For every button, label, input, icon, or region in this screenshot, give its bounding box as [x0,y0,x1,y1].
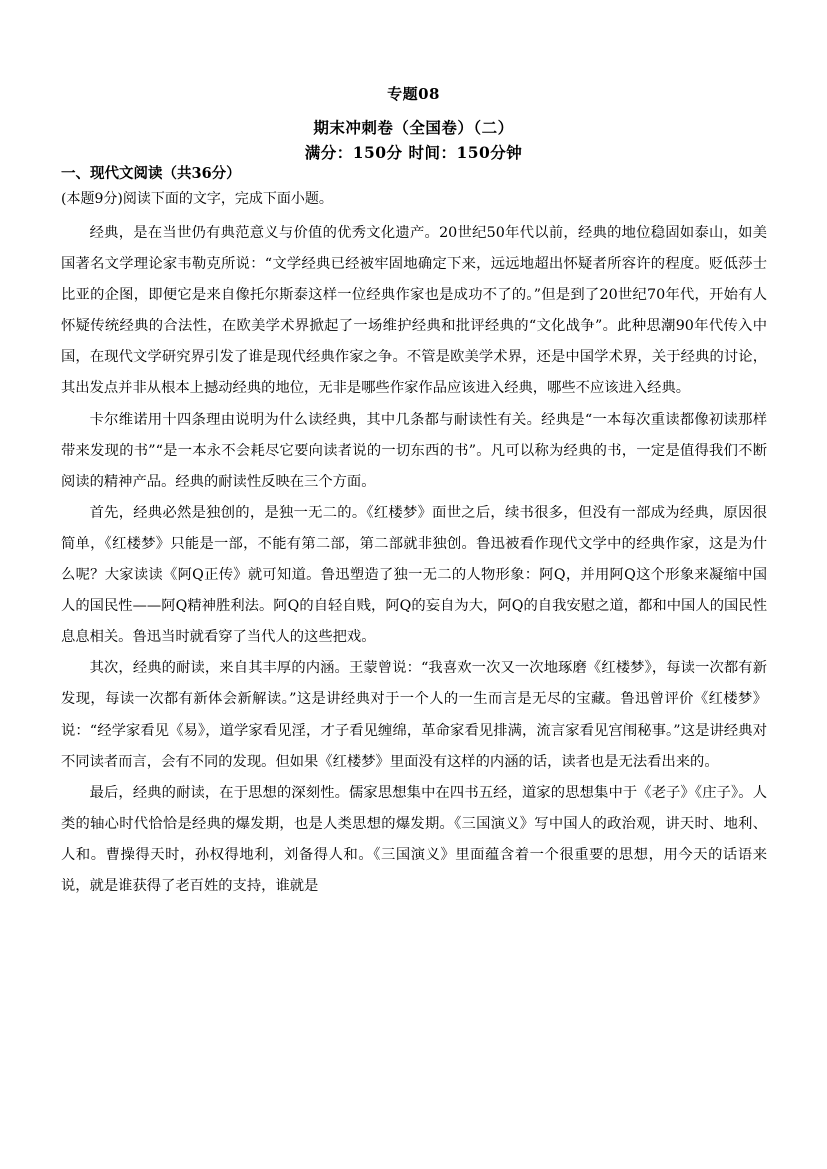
passage-paragraph: 其次，经典的耐读，来自其丰厚的内涵。王蒙曾说：“我喜欢一次又一次地琢磨《红楼梦》，每读一次都有新发现，每读一次都有新体会新解读。”这是讲经典对于一个人的一生而言是无尽的宝藏。鲁迅曾评价《红楼梦》说：“经学家看见《易》，道学家看见淫，才子看见缠绵，革命家看见排满，流言家看见宫闱秘事。”这是讲经典对不同读者而言，会有不同的发现。但如果《红楼梦》里面没有这样的内涵的话，读者也是无法看出来的。 [61,660,767,770]
passage-paragraph: 经典，是在当世仍有典范意义与价值的优秀文化遗产。20世纪50年代以前，经典的地位稳固如泰山，如美国著名文学理论家韦勒克所说：“文学经典已经被牢固地确定下来，远远地超出怀疑者所容许的程度。贬低莎士比亚的企图，即便它是来自像托尔斯泰这样一位经典作家也是成功不了的。”但是到了20世纪70年代，开始有人怀疑传统经典的合法性，在欧美学术界掀起了一场维护经典和批评经典的“文化战争”。此种思潮90年代传入中国，在现代文学研究界引发了谁是现代经典作家之争。不管是欧美学术界，还是中国学术界，关于经典的讨论，其出发点并非从根本上撼动经典的地位，无非是哪些作家作品应该进入经典，哪些不应该进入经典。 [61,225,767,397]
reading-instruction: (本题9分)阅读下面的文字，完成下面小题。 [61,191,333,207]
exam-title: 期末冲刺卷（全国卷）（二） [313,118,514,137]
topic-label: 专题08 [387,85,440,103]
score-time-line: 满分：150分 时间：150分钟 [304,143,523,162]
passage-paragraph: 最后，经典的耐读，在于思想的深刻性。儒家思想集中在四书五经，道家的思想集中于《老子》《庄子》。人类的轴心时代恰恰是经典的爆发期，也是人类思想的爆发期。《三国演义》写中国人的政治观，讲天时、地利、人和。曹操得天时，孙权得地利，刘备得人和。《三国演义》里面蕴含着一个很重要的思想，用今天的话语来说，就是谁获得了老百姓的支持，谁就是 [61,784,767,894]
passage-paragraph: 首先，经典必然是独创的，是独一无二的。《红楼梦》面世之后，续书很多，但没有一部成为经典，原因很简单，《红楼梦》只能是一部，不能有第二部，第二部就非独创。鲁迅被看作现代文学中的经典作家，这是为什么呢？大家读读《阿Q正传》就可知道。鲁迅塑造了独一无二的人物形象：阿Q，并用阿Q这个形象来凝缩中国人的国民性——阿Q精神胜利法。阿Q的自轻自贱，阿Q的妄自为大，阿Q的自我安慰之道，都和中国人的国民性息息相关。鲁迅当时就看穿了当代人的这些把戏。 [61,504,767,646]
passage-paragraph: 卡尔维诺用十四条理由说明为什么读经典，其中几条都与耐读性有关。经典是“一本每次重读都像初读那样带来发现的书”“是一本永不会耗尽它要向读者说的一切东西的书”。凡可以称为经典的书，一定是值得我们不断阅读的精神产品。经典的耐读性反映在三个方面。 [61,411,767,490]
section-heading: 一、现代文阅读（共36分） [61,165,241,182]
reading-passage [61,218,767,902]
